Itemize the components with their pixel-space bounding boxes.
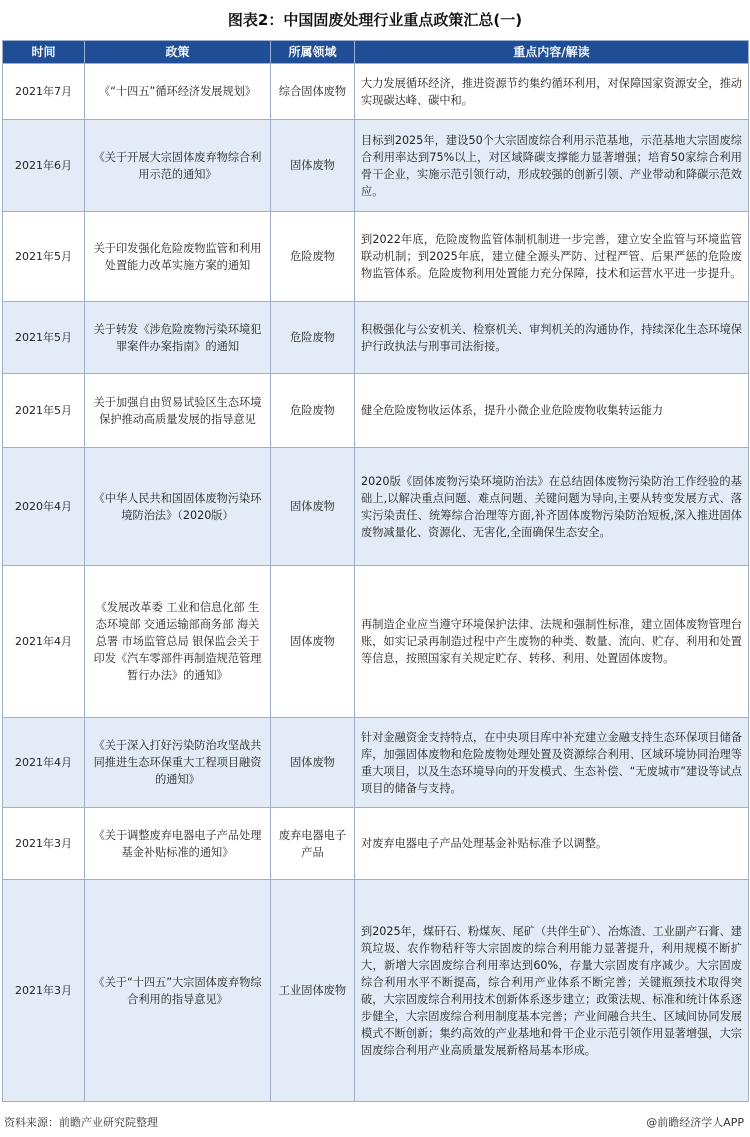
page-title: 图表2：中国固废处理行业重点政策汇总(一) xyxy=(227,11,523,29)
cell-policy: 关于加强自由贸易试验区生态环境保护推动高质量发展的指导意见 xyxy=(85,374,271,448)
cell-policy: 《关于“十四五”大宗固体废弃物综合利用的指导意见》 xyxy=(85,880,271,1102)
cell-time: 2021年3月 xyxy=(3,880,85,1102)
brand-credit: @前瞻经济学人APP xyxy=(646,1116,744,1129)
cell-content: 积极强化与公安机关、检察机关、审判机关的沟通协作，持续深化生态环境保护行政执法与刑事司法衔接。 xyxy=(355,302,749,374)
header-time: 时间 xyxy=(3,41,85,64)
policy-table xyxy=(2,40,749,1102)
cell-policy: 关于印发强化危险废物监管和利用处置能力改革实施方案的通知 xyxy=(85,212,271,302)
source-note: 资料来源：前瞻产业研究院整理 xyxy=(4,1116,158,1129)
cell-time: 2021年4月 xyxy=(3,566,85,718)
table-row xyxy=(3,212,749,302)
cell-field: 固体废物 xyxy=(271,718,355,808)
cell-content: 到2025年，煤矸石、粉煤灰、尾矿（共伴生矿）、冶炼渣、工业副产石膏、建筑垃圾、农作物秸秆等大宗固废的综合利用能力显著提升，利用规模不断扩大，新增大宗固废综合利用率达到60%，存量大宗固废有序减少。大宗固废综合利用水平不断提高，综合利用产业体系不断完善；关键瓶颈技术取得突破，大宗固废综合利用技术创新体系逐步建立；政策法规、标准和统计体系逐步健全，大宗固废综合利用制度基本完善；产业间融合共生、区域间协同发展模式不断创新；集约高效的产业基地和骨干企业示范引领作用显著增强，大宗固废综合利用产业高质量发展新格局基本形成。 xyxy=(355,880,749,1102)
table-row xyxy=(3,302,749,374)
cell-field: 危险废物 xyxy=(271,302,355,374)
table-row xyxy=(3,566,749,718)
header-policy: 政策 xyxy=(85,41,271,64)
table-row xyxy=(3,808,749,880)
cell-field: 危险废物 xyxy=(271,212,355,302)
cell-time: 2021年5月 xyxy=(3,212,85,302)
cell-content: 再制造企业应当遵守环境保护法律、法规和强制性标准，建立固体废物管理台账，如实记录再制造过程中产生废物的种类、数量、流向、贮存、利用和处置等信息，按照国家有关规定贮存、转移、利用、处置固体废物。 xyxy=(355,566,749,718)
cell-policy: 《关于深入打好污染防治攻坚战共同推进生态环保重大工程项目融资的通知》 xyxy=(85,718,271,808)
cell-policy: 关于转发《涉危险废物污染环境犯罪案件办案指南》的通知 xyxy=(85,302,271,374)
cell-policy: 《“十四五”循环经济发展规划》 xyxy=(85,64,271,120)
table-row xyxy=(3,120,749,212)
cell-content: 健全危险废物收运体系，提升小微企业危险废物收集转运能力 xyxy=(355,374,749,448)
cell-field: 危险废物 xyxy=(271,374,355,448)
cell-policy: 《关于开展大宗固体废弃物综合利用示范的通知》 xyxy=(85,120,271,212)
table-row xyxy=(3,374,749,448)
cell-time: 2021年5月 xyxy=(3,302,85,374)
table-row xyxy=(3,718,749,808)
cell-field: 固体废物 xyxy=(271,448,355,566)
cell-content: 针对金融资金支持特点，在中央项目库中补充建立金融支持生态环保项目储备库，加强固体废物和危险废物处理处置及资源综合利用、区域环境协同治理等重大项目，以及生态环境导向的开发模式、生态补偿、“无废城市”建设等试点项目的储备与支持。 xyxy=(355,718,749,808)
cell-field: 废弃电器电子产品 xyxy=(271,808,355,880)
cell-policy: 《发展改革委 工业和信息化部 生态环境部 交通运输部商务部 海关总署 市场监管总局 银保监会关于印发《汽车零部件再制造规范管理暂行办法》的通知》 xyxy=(85,566,271,718)
table-header-row xyxy=(3,41,749,64)
table-row xyxy=(3,448,749,566)
cell-policy: 《关于调整废弃电器电子产品处理基金补贴标准的通知》 xyxy=(85,808,271,880)
cell-time: 2020年4月 xyxy=(3,448,85,566)
cell-content: 到2022年底，危险废物监管体制机制进一步完善，建立安全监管与环境监管联动机制；到2025年底，建立健全源头严防、过程严管、后果严惩的危险废物监管体系。危险废物利用处置能力充分保障，技术和运营水平进一步提升。 xyxy=(355,212,749,302)
cell-time: 2021年5月 xyxy=(3,374,85,448)
cell-field: 综合固体废物 xyxy=(271,64,355,120)
cell-time: 2021年4月 xyxy=(3,718,85,808)
cell-time: 2021年6月 xyxy=(3,120,85,212)
cell-content: 目标到2025年，建设50个大宗固废综合利用示范基地，示范基地大宗固废综合利用率达到75%以上，对区域降碳支撑能力显著增强；培育50家综合利用骨干企业，实施示范引领行动，形成较强的创新引领、产业带动和降碳示范效应。 xyxy=(355,120,749,212)
cell-content: 对废弃电器电子产品处理基金补贴标准予以调整。 xyxy=(355,808,749,880)
cell-field: 固体废物 xyxy=(271,566,355,718)
cell-time: 2021年3月 xyxy=(3,808,85,880)
cell-content: 2020版《固体废物污染环境防治法》在总结固体废物污染防治工作经验的基础上,以解决重点问题、难点问题、关键问题为导向,主要从转变发展方式、落实污染责任、统筹综合治理等方面,补齐固体废物污染防治短板,深入推进固体废物减量化、资源化、无害化,全面确保生态安全。 xyxy=(355,448,749,566)
cell-content: 大力发展循环经济，推进资源节约集约循环利用，对保障国家资源安全，推动实现碳达峰、碳中和。 xyxy=(355,64,749,120)
table-row xyxy=(3,64,749,120)
table-row xyxy=(3,880,749,1102)
header-content: 重点内容/解读 xyxy=(355,41,749,64)
header-field: 所属领域 xyxy=(271,41,355,64)
cell-field: 固体废物 xyxy=(271,120,355,212)
cell-time: 2021年7月 xyxy=(3,64,85,120)
cell-policy: 《中华人民共和国固体废物污染环境防治法》（2020版） xyxy=(85,448,271,566)
cell-field: 工业固体废物 xyxy=(271,880,355,1102)
